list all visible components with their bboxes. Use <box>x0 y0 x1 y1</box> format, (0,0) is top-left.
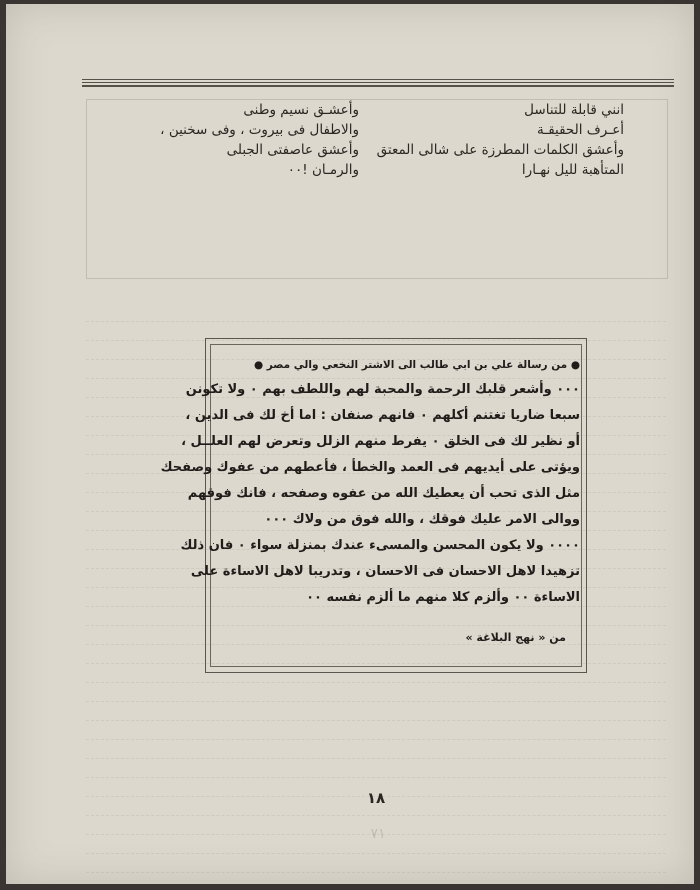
top-rule <box>82 79 674 80</box>
quote-line: ٠٠٠٠ ولا يكون المحسن والمسىء عندك بمنزلة سواء ٠ فان ذلك <box>180 538 580 553</box>
quote-line: ويؤتى على أيديهم فى العمد والخطأ ، فأعطهم من عفوك وصفحك <box>160 460 580 475</box>
quote-heading: ● من رسالة علي بن ابي طالب الى الاشتر النخعي والي مصر ● <box>253 359 580 371</box>
quote-source: من « نهج البلاغة » <box>465 631 566 644</box>
top-rule <box>82 85 674 87</box>
page-number: ١٨ <box>366 789 386 807</box>
quote-line: تزهيدا لاهل الاحسان فى الاحسان ، وتدريبا لاهل الاساءة على <box>190 564 580 579</box>
poem-line: والاطفال فى بيروت ، وفى سخنين ، <box>160 122 359 138</box>
quote-box <box>160 338 587 673</box>
quote-content <box>160 353 580 651</box>
poem-right-column <box>374 100 624 180</box>
poem-line: أعـرف الحقيقـة <box>537 122 624 138</box>
quote-line: أو نظير لك فى الخلق ٠ يفرط منهم الزلل وتعرض لهم العلــل ، <box>181 434 580 449</box>
poem-line: والرمـان !٠٠ <box>287 162 359 178</box>
poem-line: وأعشق عاصفتى الجبلى <box>226 142 359 158</box>
top-rule <box>82 82 674 83</box>
poem-left-column <box>139 100 359 180</box>
poem-line: انني قابلة للتناسل <box>524 102 624 118</box>
bleed-through-page-number: ٧١ <box>370 826 386 842</box>
quote-line: الاساءة ٠٠ وألزم كلا منهم ما ألزم نفسه ٠٠ <box>306 590 580 605</box>
document-page <box>6 4 694 884</box>
quote-line: سبعا ضاريا تغتنم أكلهم ٠ فانهم صنفان : اما أخ لك فى الدين ، <box>185 408 580 423</box>
poem-line: وأعشـق نسيم وطنى <box>243 102 359 118</box>
quote-line: مثل الذى تحب أن يعطيك الله من عفوه وصفحه ، فانك فوقهم <box>187 486 580 501</box>
poem-line: المتأهبة لليل نهـارا <box>521 162 624 178</box>
poem-line: وأعشق الكلمات المطرزة على شالى المعتق <box>376 142 624 158</box>
quote-line: ووالى الامر عليك فوقك ، والله فوق من ولاك ٠٠٠ <box>264 512 580 527</box>
quote-line: ٠٠٠ وأشعر قلبك الرحمة والمحبة لهم واللطف بهم ٠ ولا تكونن <box>185 382 580 397</box>
